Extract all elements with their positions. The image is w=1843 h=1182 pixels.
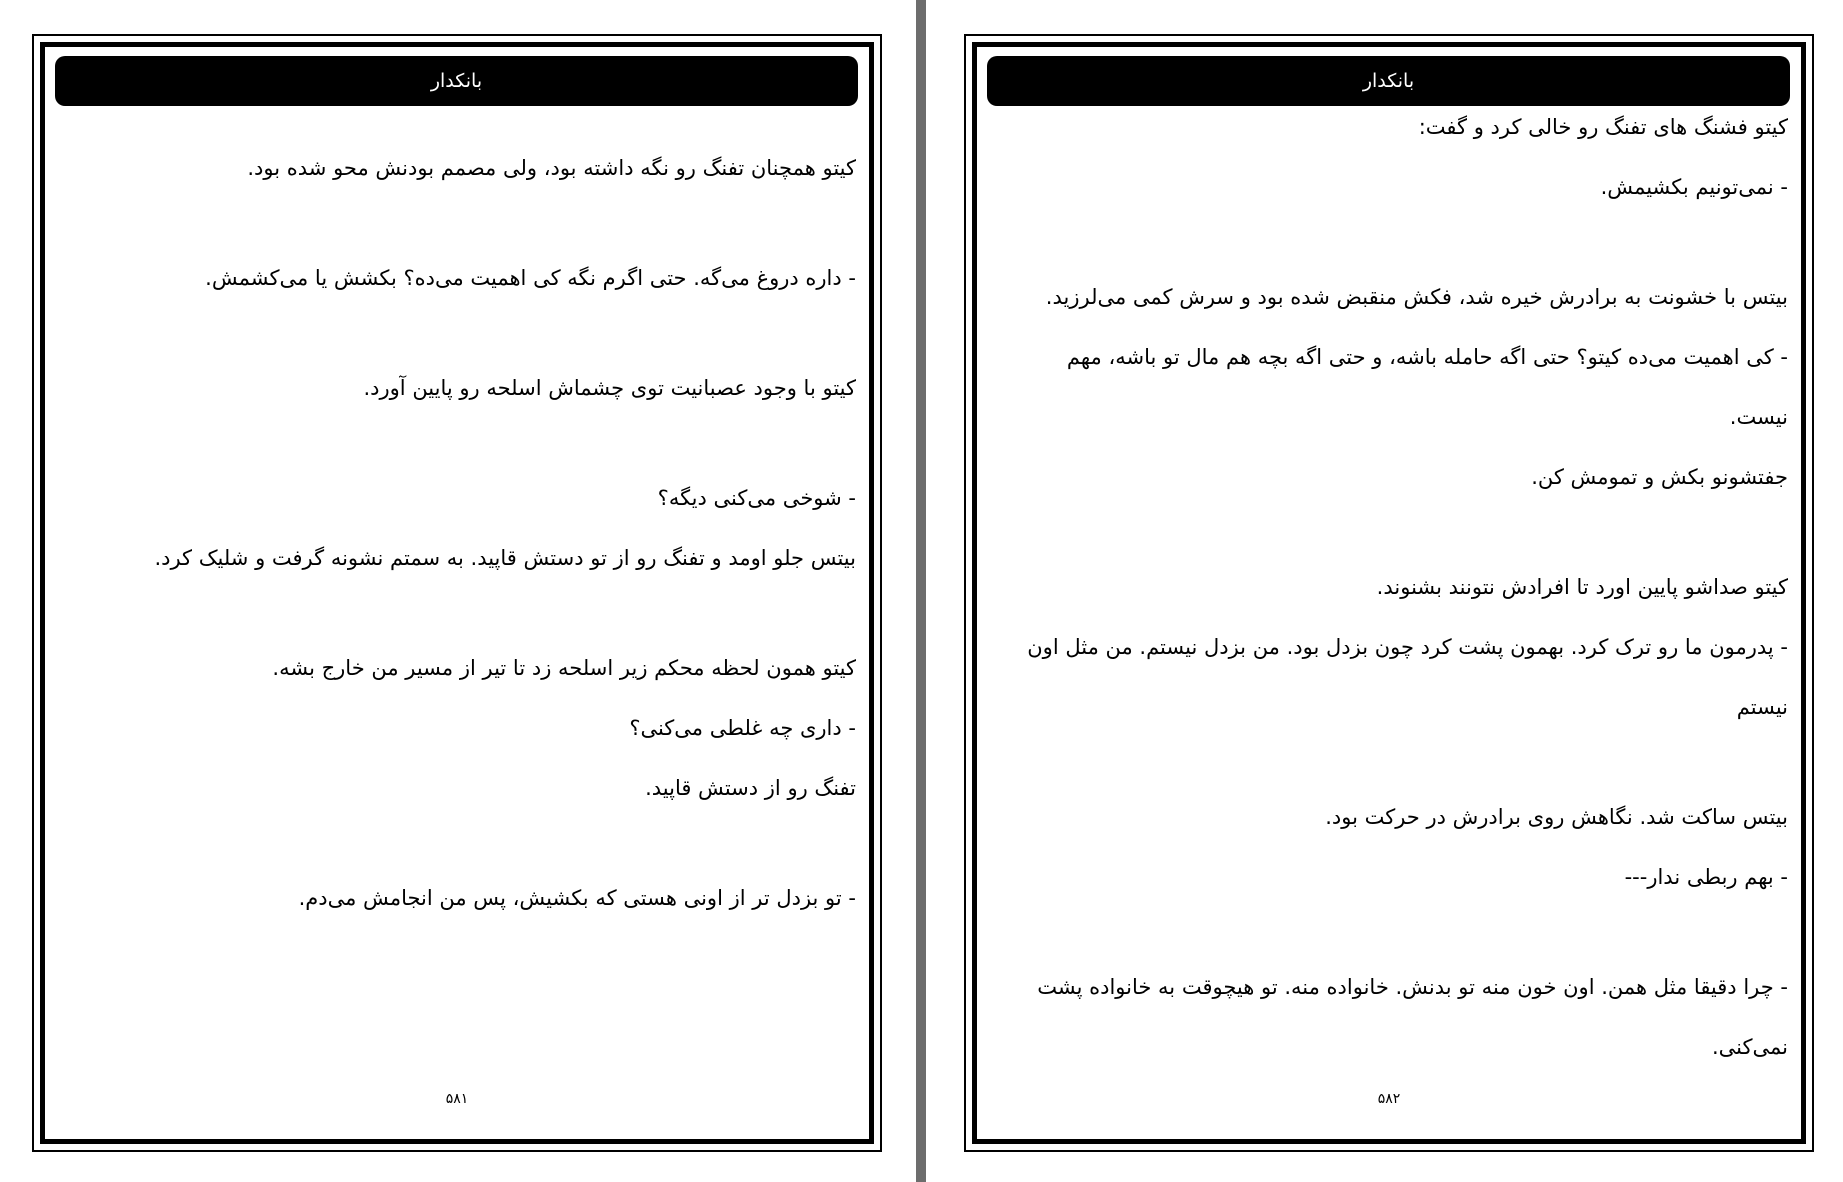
paragraph: - پدرمون ما رو ترک کرد. بهمون پشت کرد چون بزدل بود. من بزدل نیستم. من مثل اون <box>1027 635 1788 659</box>
paragraph: تفنگ رو از دستش قاپید. <box>645 776 856 800</box>
page-right-frame <box>972 42 1806 1144</box>
page-left-header: بانکدار <box>55 56 858 106</box>
paragraph: بیتس جلو اومد و تفنگ رو از تو دستش قاپید. به سمتم نشونه گرفت و شلیک کرد. <box>154 546 856 570</box>
page-right-number: ۵۸۲ <box>1377 1091 1401 1107</box>
paragraph: - شوخی می‌کنی دیگه؟ <box>657 486 856 510</box>
page-right-body <box>1008 97 1788 1077</box>
paragraph: - داره دروغ می‌گه. حتی اگرم نگه کی اهمیت می‌ده؟ بکشش یا می‌کشمش. <box>205 266 856 290</box>
paragraph: - نمی‌تونیم بکشیمش. <box>1600 175 1788 199</box>
paragraph: - داری چه غلطی می‌کنی؟ <box>629 716 856 740</box>
paragraph: بیتس ساکت شد. نگاهش روی برادرش در حرکت بود. <box>1325 805 1788 829</box>
page-right-header: بانکدار <box>987 56 1790 106</box>
page-left <box>32 34 882 1152</box>
page-left-body <box>76 138 856 928</box>
paragraph: کیتو همون لحظه محکم زیر اسلحه زد تا تیر از مسیر من خارج بشه. <box>272 656 856 680</box>
blank-line <box>76 418 856 468</box>
paragraph: بیتس با خشونت به برادرش خیره شد، فکش منقبض شده بود و سرش کمی می‌لرزید. <box>1045 285 1788 309</box>
paragraph: نمی‌کنی. <box>1711 1035 1788 1059</box>
page-left-number: ۵۸۱ <box>445 1091 469 1107</box>
blank-line <box>1008 907 1788 957</box>
paragraph: - تو بزدل تر از اونی هستی که بکشیش، پس من انجامش می‌دم. <box>298 886 856 910</box>
paragraph: نیستم <box>1736 695 1788 719</box>
paragraph: - کی اهمیت می‌ده کیتو؟ حتی اگه حامله باشه، و حتی اگه بچه هم مال تو باشه، مهم نیست. <box>1066 345 1788 429</box>
paragraph: - بهم ربطی ندار--- <box>1624 865 1788 889</box>
blank-line <box>76 588 856 638</box>
paragraph: کیتو فشنگ های تفنگ رو خالی کرد و گفت: <box>1418 115 1788 139</box>
blank-line <box>76 198 856 248</box>
paragraph: کیتو با وجود عصبانیت توی چشماش اسلحه رو پایین آورد. <box>363 376 856 400</box>
page-left-frame <box>40 42 874 1144</box>
blank-line <box>1008 217 1788 267</box>
paragraph: کیتو همچنان تفنگ رو نگه داشته بود، ولی مصمم بودنش محو شده بود. <box>247 156 856 180</box>
page-right <box>964 34 1814 1152</box>
paragraph: - چرا دقیقا مثل همن. اون خون منه تو بدنش. خانواده منه. تو هیچوقت به خانواده پشت <box>1037 975 1788 999</box>
paragraph: کیتو صداشو پایین اورد تا افرادش نتونند بشنوند. <box>1376 575 1788 599</box>
blank-line <box>1008 737 1788 787</box>
paragraph: جفتشونو بکش و تمومش کن. <box>1531 465 1788 489</box>
blank-line <box>1008 507 1788 557</box>
blank-line <box>76 818 856 868</box>
page-divider[interactable] <box>916 0 926 1182</box>
blank-line <box>76 308 856 358</box>
